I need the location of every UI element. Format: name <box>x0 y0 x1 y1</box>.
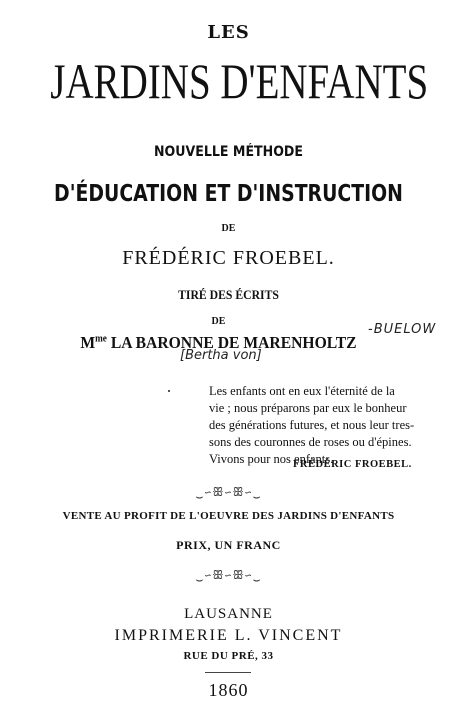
ornament-divider-top: ‿∽ꕥ∽ꕥ∽‿ <box>195 485 262 499</box>
handwritten-annotation-bulow: -BUELOW <box>368 322 437 337</box>
source-note: TIRÉ DES ÉCRITS <box>178 287 279 302</box>
epigraph <box>209 383 437 468</box>
publication-year: 1860 <box>208 680 249 700</box>
baronne-superscript: me <box>95 333 107 345</box>
baronne-surname: LA BARONNE DE MARENHOLTZ <box>106 333 357 352</box>
imprint-address: RUE DU PRÉ, 33 <box>183 650 274 662</box>
sale-notice: VENTE AU PROFIT DE L'OEUVRE DES JARDINS D'ENFANTS <box>62 510 395 522</box>
main-title: JARDINS D'ENFANTS <box>50 53 429 109</box>
subtitle-line-2: D'ÉDUCATION ET D'INSTRUCTION <box>54 181 403 207</box>
subtitle-line-1: NOUVELLE MÉTHODE <box>154 144 303 160</box>
imprint-printer: IMPRIMERIE L. VINCENT <box>114 627 343 644</box>
imprint-city: LAUSANNE <box>184 606 273 622</box>
ink-speck <box>168 390 170 392</box>
handwritten-annotation-bertha: [Bertha von] <box>180 348 262 363</box>
epigraph-line: sons des couronnes de roses ou d'épines. <box>209 435 412 449</box>
baronne-prefix: M <box>80 333 96 352</box>
epigraph-line: vie ; nous préparons par eux le bonheur <box>209 401 407 415</box>
author-name: FRÉDÉRIC FROEBEL. <box>122 247 335 269</box>
preposition-de-1: DE <box>221 223 236 234</box>
epigraph-line: Vivons pour nos enfants. <box>209 452 334 466</box>
title-article: LES <box>207 22 250 43</box>
price: PRIX, UN FRANC <box>176 538 281 552</box>
epigraph-line: Les enfants ont en eux l'éternité de la <box>209 384 395 398</box>
preposition-de-2: DE <box>211 316 226 327</box>
ornament-divider-bottom: ‿∽ꕥ∽ꕥ∽‿ <box>195 568 262 582</box>
divider-rule <box>205 672 251 673</box>
epigraph-signature: FRÉDÉRIC FROEBEL. <box>293 459 412 470</box>
epigraph-line: des générations futures, et nous leur tres- <box>209 418 415 432</box>
